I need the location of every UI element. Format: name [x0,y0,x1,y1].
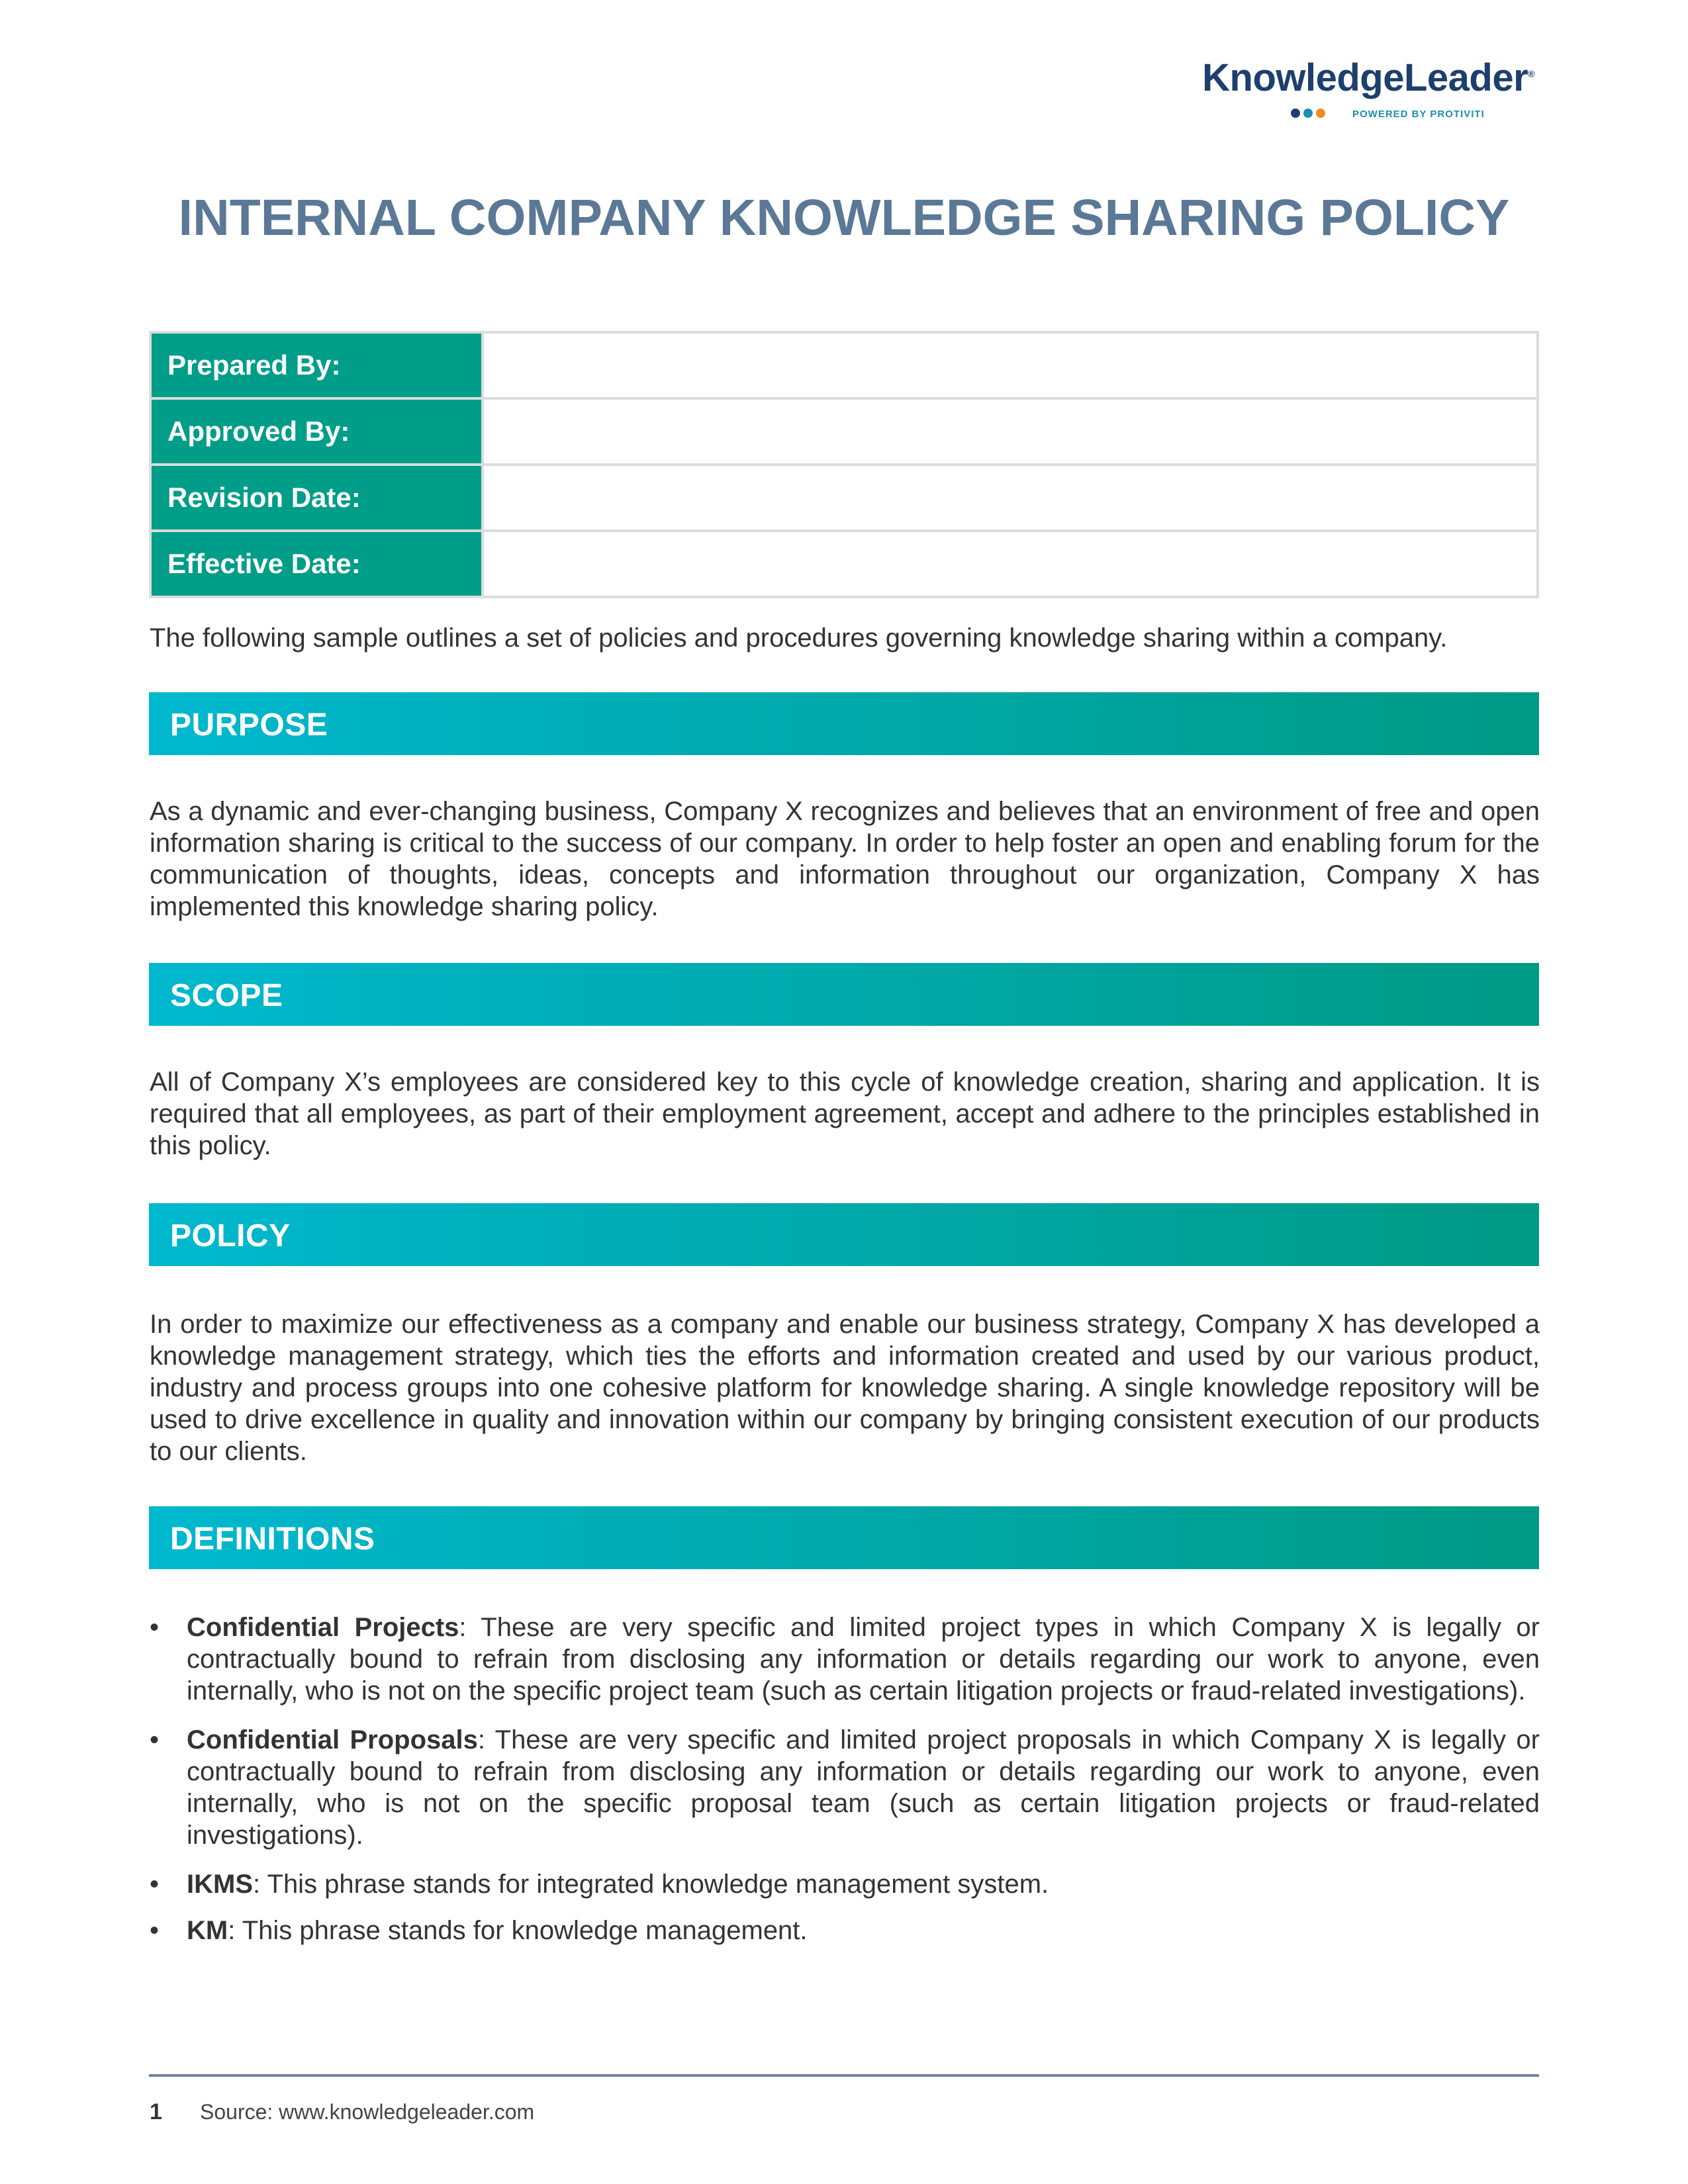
prepared-by-label: Prepared By: [150,332,483,398]
logo-tagline: POWERED BY PROTIVITI [1352,109,1485,120]
definition-text: : This phrase stands for integrated knowledge management system. [253,1870,1049,1899]
bullet-icon: • [150,1613,160,1642]
definition-text: : These are very specific and limited project types in which Company X is legally or contractually bound to refrain from disclosing any information or details regarding our work to anyone, even internally, who is not on the specific project team (such as certain litigation projects or fraud-related investigations). [187,1613,1540,1706]
footer-divider [149,2074,1539,2077]
definition-text: : This phrase stands for knowledge management. [228,1916,808,1945]
scope-paragraph: All of Company X’s employees are considered key to this cycle of knowledge creation, sharing and application. It is required that all employees, as part of their employment agreement, accept and adhere to the principles established in this policy. [150,1068,1540,1160]
logo-dot-2 [1303,109,1313,118]
footer-source: Source: www.knowledgeleader.com [200,2100,535,2124]
bullet-icon: • [150,1725,160,1754]
list-item [150,1612,1540,1707]
definition-term: KM [187,1916,228,1945]
definitions-list [150,1612,1540,1946]
page-number: 1 [150,2099,162,2124]
definition-text: : These are very specific and limited project proposals in which Company X is legally or contractually bound to refrain from disclosing any information or details regarding our work to anyone, even internally, who is not on the specific proposal team (such as certain litigation projects or fraud-related investigations). [187,1725,1540,1850]
table-row [150,531,1538,597]
logo-dot-1 [1291,109,1300,118]
effective-date-label: Effective Date: [150,531,483,597]
logo-dot-3 [1316,109,1325,118]
definitions-heading: DEFINITIONS [170,1522,375,1557]
policy-paragraph: In order to maximize our effectiveness as a company and enable our business strategy, Company X has developed a knowledge management strategy, which ties the efforts and information created and used by our various product, industry and process groups into one cohesive platform for knowledge sharing. A single knowledge repository will be used to drive excellence in quality and innovation within our company by bringing consistent execution of our products to our clients. [150,1310,1540,1466]
policy-heading: POLICY [170,1218,291,1253]
definition-term: Confidential Proposals [187,1725,478,1754]
purpose-paragraph: As a dynamic and ever-changing business, Company X recognizes and believes that an environment of free and open information sharing is critical to the success of our company. In order to help foster an open and enabling forum for the communication of thoughts, ideas, concepts and information throughout our organization, Company X has implemented this knowledge sharing policy. [150,797,1540,921]
document-title: INTERNAL COMPANY KNOWLEDGE SHARING POLICY [178,189,1510,246]
logo-dots-icon [1291,109,1329,122]
intro-paragraph: The following sample outlines a set of policies and procedures governing knowledge sharing within a company. [150,623,1448,653]
scope-section-header [149,963,1539,1026]
table-row [150,332,1538,398]
definitions-section-header [149,1506,1539,1569]
list-item [150,1915,1540,1946]
logo-wordmark: KnowledgeLeader® [1202,56,1534,99]
purpose-heading: PURPOSE [170,707,328,743]
approved-by-label: Approved By: [150,398,483,465]
list-item [150,1724,1540,1851]
definition-term: IKMS [187,1870,253,1899]
policy-section-header [149,1203,1539,1266]
table-row [150,465,1538,531]
scope-heading: SCOPE [170,978,283,1013]
definition-term: Confidential Projects [187,1613,459,1642]
knowledgeleader-logo [1202,56,1534,128]
purpose-section-header [149,692,1539,755]
effective-date-value[interactable] [483,531,1538,597]
list-item [150,1868,1540,1900]
revision-date-label: Revision Date: [150,465,483,531]
document-info-table [149,331,1539,598]
approved-by-value[interactable] [483,398,1538,465]
prepared-by-value[interactable] [483,332,1538,398]
revision-date-value[interactable] [483,465,1538,531]
bullet-icon: • [150,1916,160,1945]
bullet-icon: • [150,1870,160,1899]
table-row [150,398,1538,465]
